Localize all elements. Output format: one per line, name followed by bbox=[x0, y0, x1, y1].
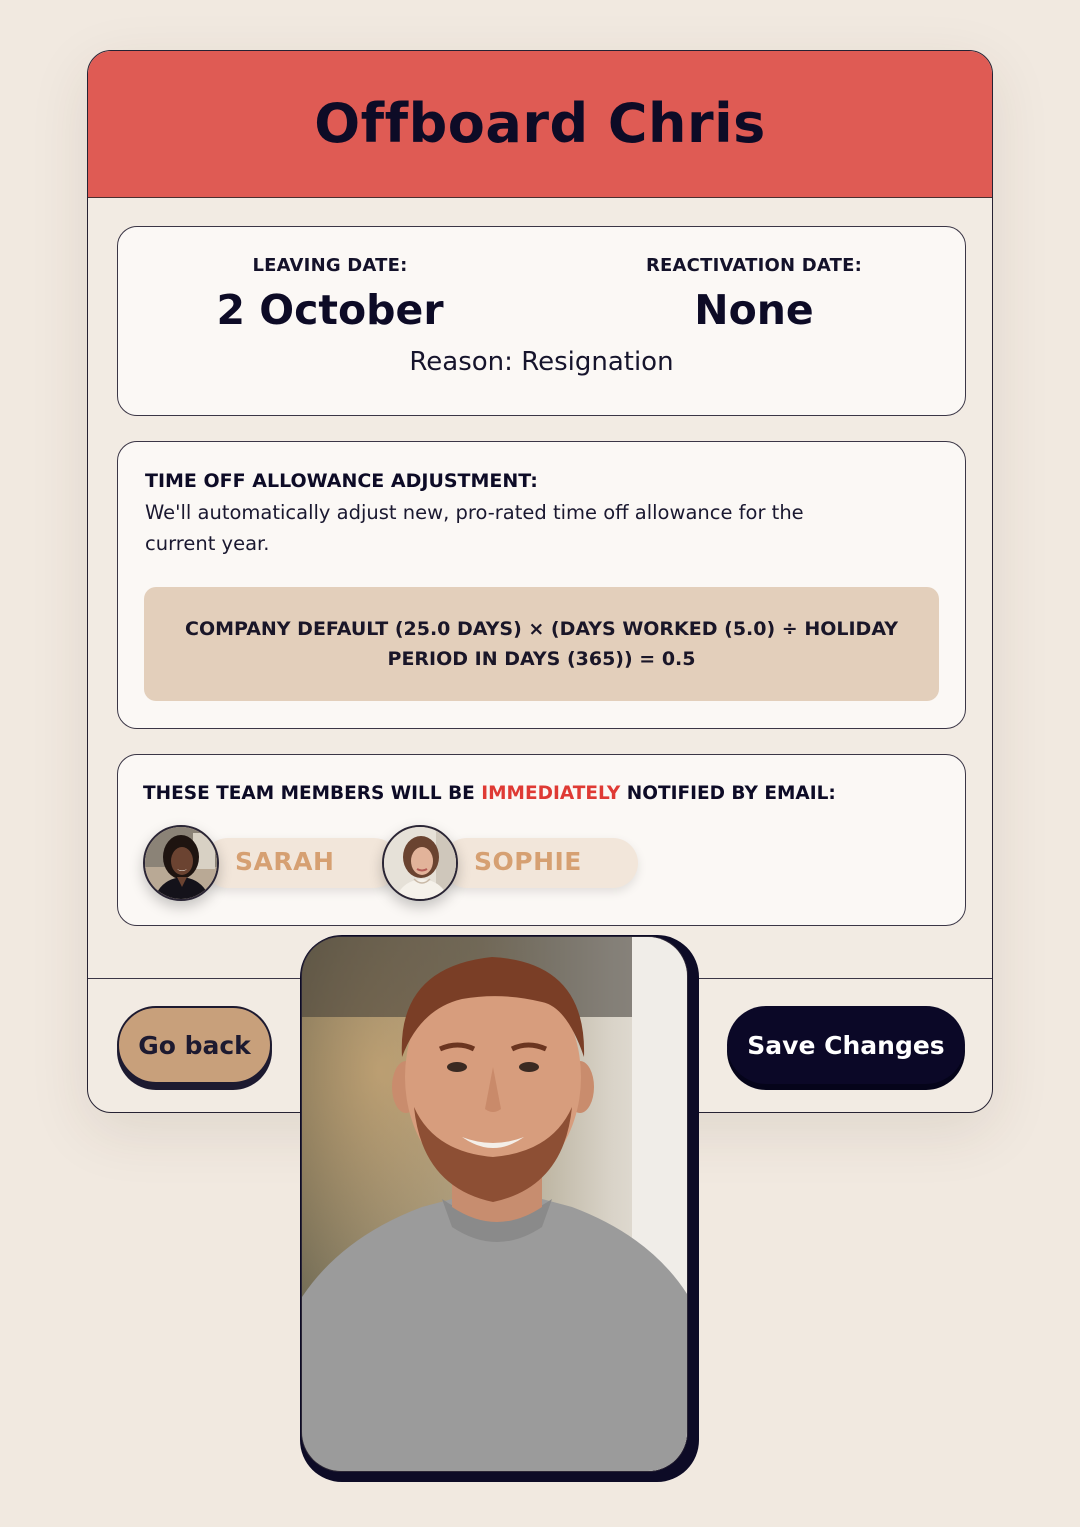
modal-title: Offboard Chris bbox=[314, 91, 766, 155]
dates-card bbox=[117, 226, 966, 416]
leaving-reason: Reason: Resignation bbox=[409, 347, 674, 377]
avatar-sophie-image bbox=[384, 827, 458, 901]
modal-header bbox=[88, 51, 992, 198]
profile-photo-image bbox=[302, 937, 688, 1472]
save-changes-button[interactable]: Save Changes bbox=[727, 1006, 965, 1084]
avatar-sarah-image bbox=[145, 827, 219, 901]
leaving-date-value: 2 October bbox=[216, 286, 444, 334]
team-member-name: SOPHIE bbox=[474, 847, 582, 876]
avatar-sarah bbox=[143, 825, 219, 901]
reactivation-date-value: None bbox=[694, 286, 814, 334]
profile-photo-chris bbox=[301, 936, 688, 1472]
allowance-formula: COMPANY DEFAULT (25.0 DAYS) × (DAYS WORKED (5.0) ÷ HOLIDAY PERIOD IN DAYS (365)) = 0.5 bbox=[144, 587, 939, 701]
team-title-suffix: NOTIFIED BY EMAIL: bbox=[620, 783, 836, 804]
team-title-prefix: THESE TEAM MEMBERS WILL BE bbox=[143, 783, 482, 804]
avatar-sophie bbox=[382, 825, 458, 901]
team-member-name: SARAH bbox=[235, 847, 335, 876]
leaving-date-label: LEAVING DATE: bbox=[252, 255, 408, 276]
team-title-emphasis: IMMEDIATELY bbox=[481, 783, 621, 804]
team-notify-card bbox=[117, 754, 966, 926]
team-notify-title bbox=[143, 783, 836, 804]
go-back-button[interactable]: Go back bbox=[117, 1006, 272, 1084]
leaving-date-block bbox=[150, 255, 510, 334]
profile-photo-card bbox=[300, 935, 699, 1482]
time-off-title: TIME OFF ALLOWANCE ADJUSTMENT: bbox=[145, 470, 538, 492]
reactivation-date-block bbox=[574, 255, 934, 334]
time-off-card bbox=[117, 441, 966, 729]
time-off-description: We'll automatically adjust new, pro-rated time off allowance for the current year. bbox=[145, 501, 804, 555]
reactivation-date-label: REACTIVATION DATE: bbox=[646, 255, 862, 276]
